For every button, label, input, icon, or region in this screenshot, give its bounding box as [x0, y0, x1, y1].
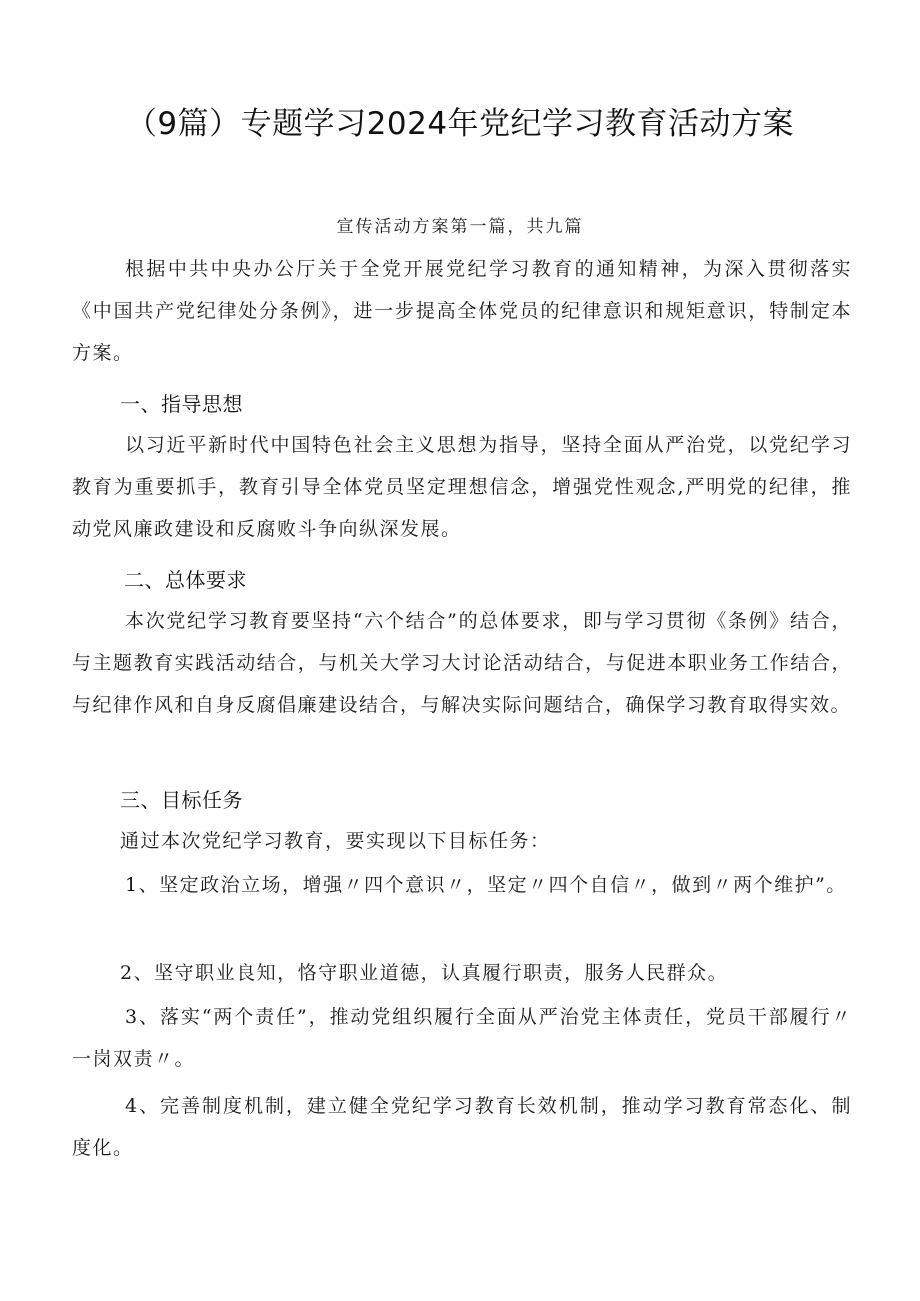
section-heading-goals: 三、目标任务	[120, 788, 243, 812]
document-subtitle: 宣传活动方案第一篇，共九篇	[336, 217, 584, 237]
section-body-goals: 通过本次党纪学习教育，要实现以下目标任务：	[120, 830, 551, 852]
section-body-guiding-thought: 以习近平新时代中国特色社会主义思想为指导，坚持全面从严治党，以党纪学习教育为重要抓手，教育引导全体党员坚定理想信念，增强党性观念,严明党的纪律，推动党风廉政建设和反腐败斗争向纵深发展。	[72, 434, 852, 540]
task-item-3: 3、落实“两个责任”，推动党组织履行全面从严治党主体责任，党员干部履行〃一岗双责〃。	[72, 1006, 852, 1070]
task-item-1: 1、坚定政治立场，增强〃四个意识〃，坚定〃四个自信〃，做到〃两个维护”。	[125, 874, 847, 896]
section-heading-guiding-thought: 一、指导思想	[120, 392, 243, 416]
section-body-overall-requirements: 本次党纪学习教育要坚持“六个结合”的总体要求，即与学习贯彻《条例》结合，与主题教育实践活动结合，与机关大学习大讨论活动结合，与促进本职业务工作结合，与纪律作风和自身反腐倡廉建设结合，与解决实际问题结合，确保学习教育取得实效。	[72, 610, 852, 716]
task-item-4: 4、完善制度机制，建立健全党纪学习教育长效机制，推动学习教育常态化、制度化。	[72, 1095, 852, 1159]
document-title: （9篇）专题学习2024年党纪学习教育活动方案	[125, 106, 795, 142]
section-heading-overall-requirements: 二、总体要求	[124, 568, 247, 592]
task-item-2: 2、坚守职业良知，恪守职业道德，认真履行职责，服务人民群众。	[120, 962, 729, 984]
intro-paragraph: 根据中共中央办公厅关于全党开展党纪学习教育的通知精神，为深入贯彻落实《中国共产党纪律处分条例》，进一步提高全体党员的纪律意识和规矩意识，特制定本方案。	[72, 258, 852, 364]
